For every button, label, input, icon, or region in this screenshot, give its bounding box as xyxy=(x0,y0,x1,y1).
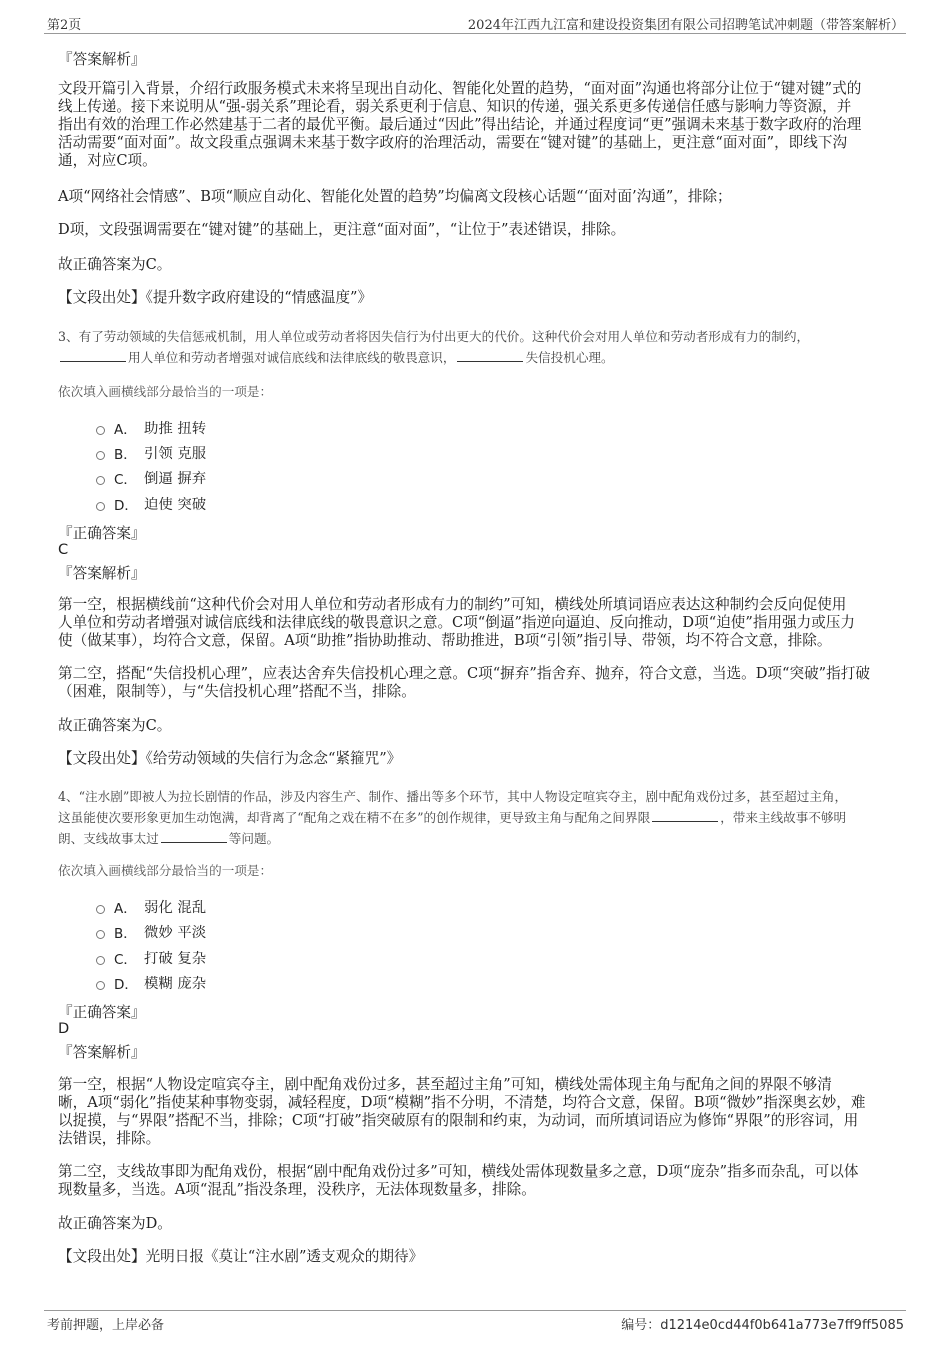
question-prompt: 依次填入画横线部分最恰当的一项是： xyxy=(58,384,273,399)
question-prompt: 依次填入画横线部分最恰当的一项是： xyxy=(58,863,273,878)
analysis-label: 『答案解析』 xyxy=(58,1044,146,1061)
analysis-label: 『答案解析』 xyxy=(58,565,146,582)
analysis-paragraph: A项“网络社会情感”、B项“顺应自动化、智能化处置的趋势”均偏离文段核心话题“‘面对面’沟通”，排除； xyxy=(58,188,732,205)
option-b[interactable]: B． 微妙 平淡 xyxy=(96,921,206,942)
answer-statement: 故正确答案为C。 xyxy=(58,717,172,734)
analysis-paragraph: 第二空，搭配“失信投机心理”，应表达舍弃失信投机心理之意。C项“摒弃”指舍弃、抛弃，符合文意，当选。D项“突破”指打破 （困难，限制等），与“失信投机心理”搭配不当，排除。 xyxy=(58,665,870,700)
radio-icon[interactable] xyxy=(96,930,105,939)
source-citation: 【文段出处】光明日报《莫让“注水剧”透支观众的期待》 xyxy=(58,1248,424,1265)
document-title: 2024年江西九江富和建设投资集团有限公司招聘笔试冲刺题（带答案解析） xyxy=(467,18,904,33)
page-number: 第2页 xyxy=(47,18,82,33)
footer-slogan: 考前押题，上岸必备 xyxy=(47,1318,165,1333)
answer-statement: 故正确答案为D。 xyxy=(58,1215,172,1232)
option-b[interactable]: B． 引领 克服 xyxy=(96,442,206,463)
question-4-stem: 4、“注水剧”即被人为拉长剧情的作品，涉及内容生产、制作、播出等多个环节，其中人物设定喧宾夺主，剧中配角戏份过多，甚至超过主角， 这虽能使次要形象更加生动饱满，却背离了“配角之戏在精不在多”的创作规律，更导致主角与配角之间界限 ，带来主线故事不够明 朗、支线故事太过 等问题。 xyxy=(58,789,848,846)
correct-answer-label: 『正确答案』 xyxy=(58,525,146,542)
radio-icon[interactable] xyxy=(96,476,105,485)
answer-statement: 故正确答案为C。 xyxy=(58,256,172,273)
radio-icon[interactable] xyxy=(96,956,105,965)
analysis-paragraph: 第一空，根据横线前“这种代价会对用人单位和劳动者形成有力的制约”可知，横线处所填词语应表达这种制约会反向促使用 人单位和劳动者增强对诚信底线和法律底线的敬畏意识之意。C项“倒逼”指逆向逼迫、反向推动，D项“迫使”指用强力或压力 使（做某事），均符合文意，保留。A项“助推”指协助推动、帮助推进，B项“引领”指引导、带领，均不符合文意，排除。 xyxy=(58,596,855,649)
fill-blank xyxy=(652,809,718,822)
correct-answer-label: 『正确答案』 xyxy=(58,1004,146,1021)
question-3-stem: 3、有了劳动领域的失信惩戒机制，用人单位或劳动者将因失信行为付出更大的代价。这种代价会对用人单位和劳动者形成有力的制约， 用人单位和劳动者增强对诚信底线和法律底线的敬畏意识， 失信投机心理。 xyxy=(58,329,810,365)
radio-icon[interactable] xyxy=(96,905,105,914)
correct-answer: C xyxy=(58,541,69,558)
document-code: 编号：d1214e0cd44f0b641a773e7ff9ff5085 xyxy=(621,1318,904,1333)
correct-answer: D xyxy=(58,1020,70,1037)
analysis-paragraph: 文段开篇引入背景，介绍行政服务模式未来将呈现出自动化、智能化处置的趋势，“面对面”沟通也将部分让位于“键对键”式的 线上传递。接下来说明从“强-弱关系”理论看，弱关系更利于信息、知识的传递，强关系更多传递信任感与影响力等资源，并 指出有效的治理工作必然建基于二者的最优平衡。最后通过“因此”得出结论，并通过程度词“更”强调未来基于数字政府的治理 活动需要“面对面”。故文段重点强调未来基于数字政府的治理活动，需要在“键对键”的基础上，更注意“面对面”，即线下沟 通，对应C项。 xyxy=(58,80,862,169)
option-d[interactable]: D． 模糊 庞杂 xyxy=(96,972,206,993)
source-citation: 【文段出处】《提升数字政府建设的“情感温度”》 xyxy=(58,289,373,306)
option-a[interactable]: A． 弱化 混乱 xyxy=(96,896,206,917)
radio-icon[interactable] xyxy=(96,502,105,511)
analysis-paragraph: D项，文段强调需要在“键对键”的基础上，更注意“面对面”，“让位于”表述错误，排除。 xyxy=(58,221,626,238)
fill-blank xyxy=(60,349,126,362)
source-citation: 【文段出处】《给劳动领域的失信行为念念“紧箍咒”》 xyxy=(58,750,402,767)
radio-icon[interactable] xyxy=(96,451,105,460)
option-d[interactable]: D． 迫使 突破 xyxy=(96,493,206,514)
fill-blank xyxy=(457,349,523,362)
option-c[interactable]: C． 倒逼 摒弃 xyxy=(96,467,206,488)
fill-blank xyxy=(161,830,227,843)
analysis-label: 『答案解析』 xyxy=(58,51,146,68)
option-c[interactable]: C． 打破 复杂 xyxy=(96,947,206,968)
radio-icon[interactable] xyxy=(96,426,105,435)
analysis-paragraph: 第二空，支线故事即为配角戏份，根据“剧中配角戏份过多”可知，横线处需体现数量多之意，D项“庞杂”指多而杂乱，可以体 现数量多，当选。A项“混乱”指没条理，没秩序，无法体现数量多，排除。 xyxy=(58,1163,859,1198)
footer-divider xyxy=(44,1310,906,1311)
option-a[interactable]: A． 助推 扭转 xyxy=(96,417,206,438)
header-divider xyxy=(44,33,906,34)
radio-icon[interactable] xyxy=(96,981,105,990)
analysis-paragraph: 第一空，根据“人物设定喧宾夺主，剧中配角戏份过多，甚至超过主角”可知，横线处需体现主角与配角之间的界限不够清 晰，A项“弱化”指使某种事物变弱，减轻程度，D项“模糊”指不分明，不清楚，均符合文意，保留。B项“微妙”指深奥玄妙，难 以捉摸，与“界限”搭配不当，排除；C项“打破”指突破原有的限制和约束，为动词，而所填词语应为修饰“界限”的形容词，用 法错误，排除。 xyxy=(58,1076,866,1147)
